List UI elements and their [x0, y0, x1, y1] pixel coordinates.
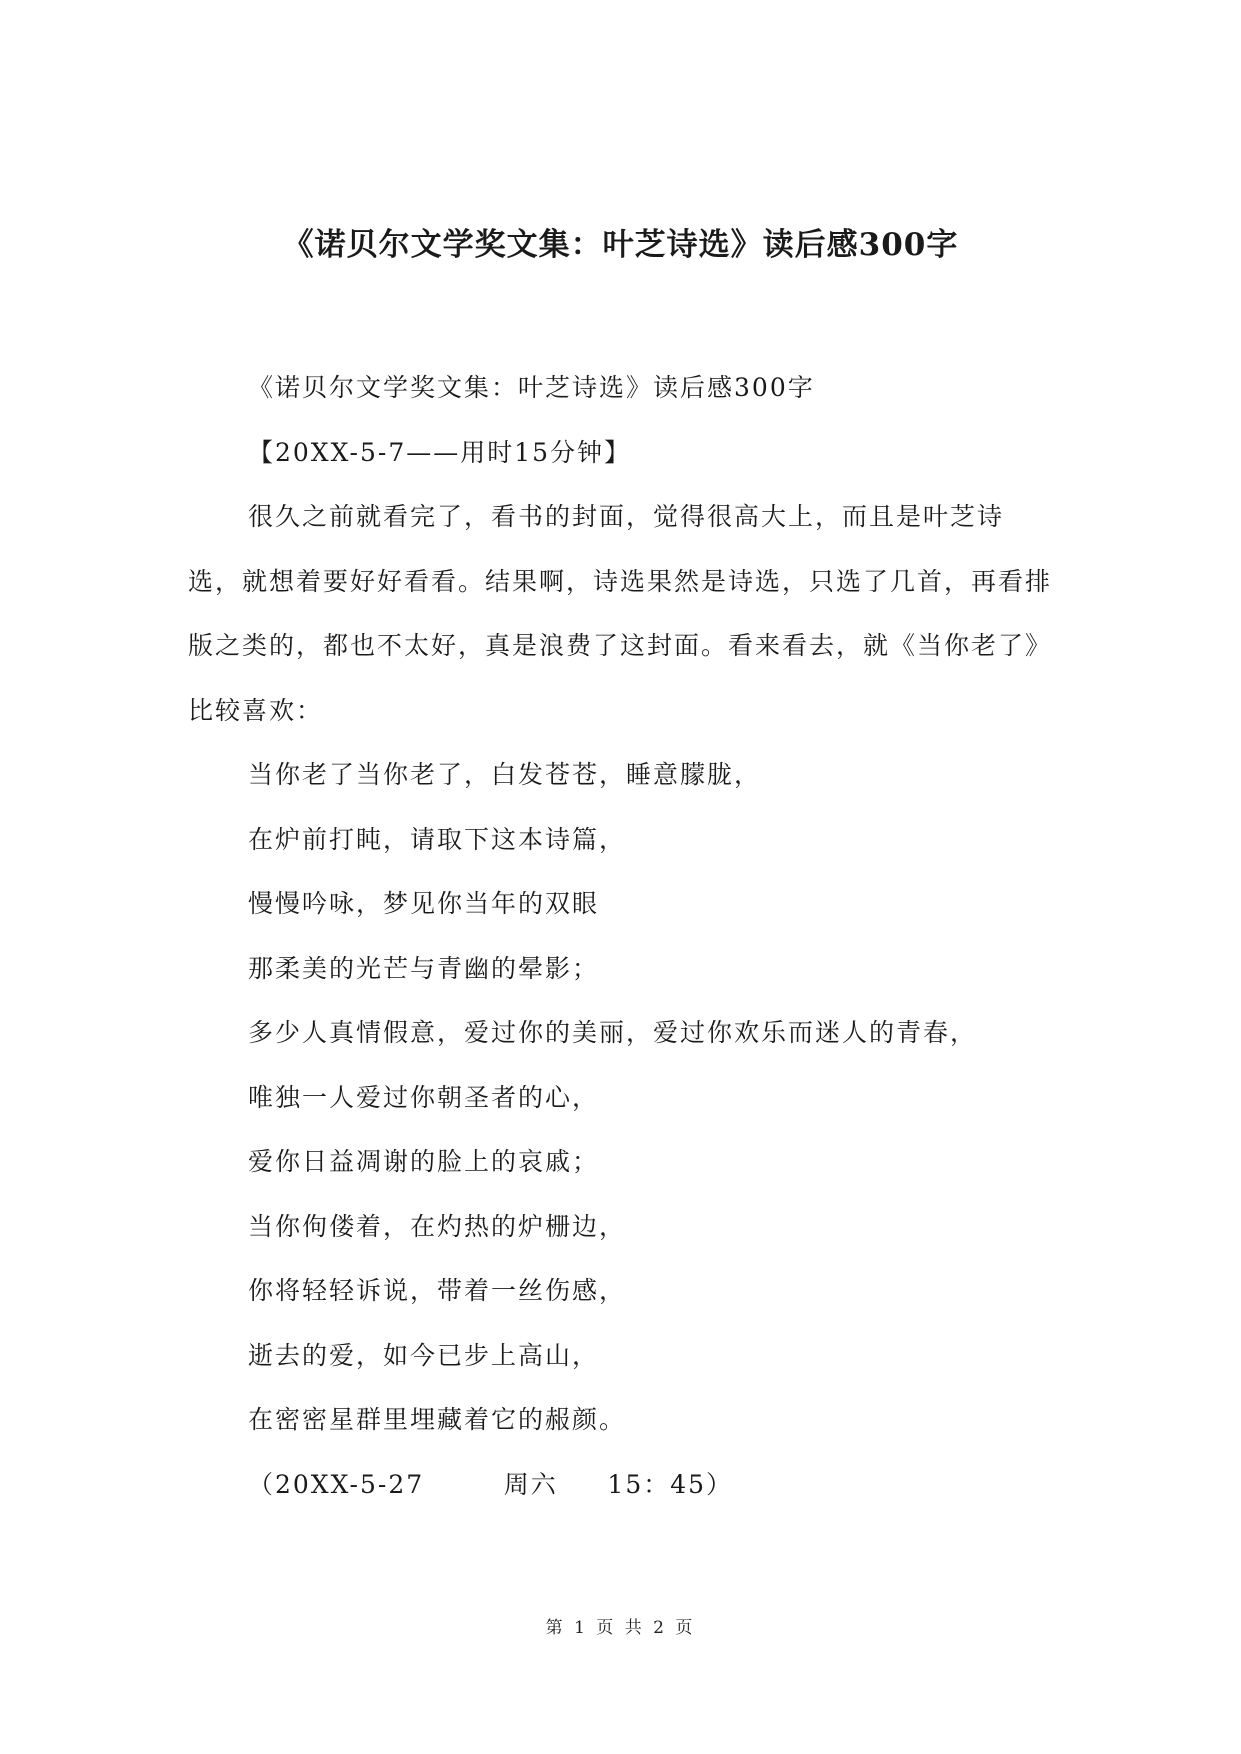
poem-line: 你将轻轻诉说，带着一丝伤感， — [248, 1276, 627, 1305]
poem-line: 在密密星群里埋藏着它的赧颜。 — [248, 1405, 627, 1434]
poem-line: 唯独一人爱过你朝圣者的心， — [248, 1082, 600, 1112]
signoff-timestamp: （20XX-5-27 周六 15：45） — [248, 1469, 734, 1499]
poem-line: 多少人真情假意，爱过你的美丽，爱过你欢乐而迷人的青春， — [248, 1018, 978, 1047]
intro-paragraph: 很久之前就看完了，看书的封面，觉得很高大上，而且是叶芝诗选，就想着要好好看看。结果啊，诗选果然是诗选，只选了几首，再看排版之类的，都也不太好，真是浪费了这封面。看来看去，就《当你老了》比较喜欢： — [188, 502, 1053, 725]
poem-line: 当你佝偻着，在灼热的炉栅边， — [248, 1211, 627, 1241]
page-title: 《诺贝尔文学奖文集：叶芝诗选》读后感300字 — [282, 227, 959, 263]
poem-line: 爱你日益凋谢的脸上的哀戚； — [248, 1147, 600, 1176]
poem-line: 在炉前打盹，请取下这本诗篇， — [248, 824, 627, 854]
poem-line: 逝去的爱，如今已步上高山， — [248, 1340, 600, 1370]
poem-line: 当你老了当你老了，白发苍苍，睡意朦胧， — [248, 760, 762, 789]
meta-line: 【20XX-5-7——用时15分钟】 — [248, 437, 632, 467]
poem-line: 慢慢吟咏，梦见你当年的双眼 — [248, 889, 600, 918]
poem — [188, 743, 1056, 1453]
poem-line: 那柔美的光芒与青幽的晕影； — [248, 953, 600, 983]
document-body — [188, 356, 1056, 1517]
page-footer: 第 1 页 共 2 页 — [545, 1618, 696, 1638]
subtitle-line: 《诺贝尔文学奖文集：叶芝诗选》读后感300字 — [248, 373, 815, 402]
